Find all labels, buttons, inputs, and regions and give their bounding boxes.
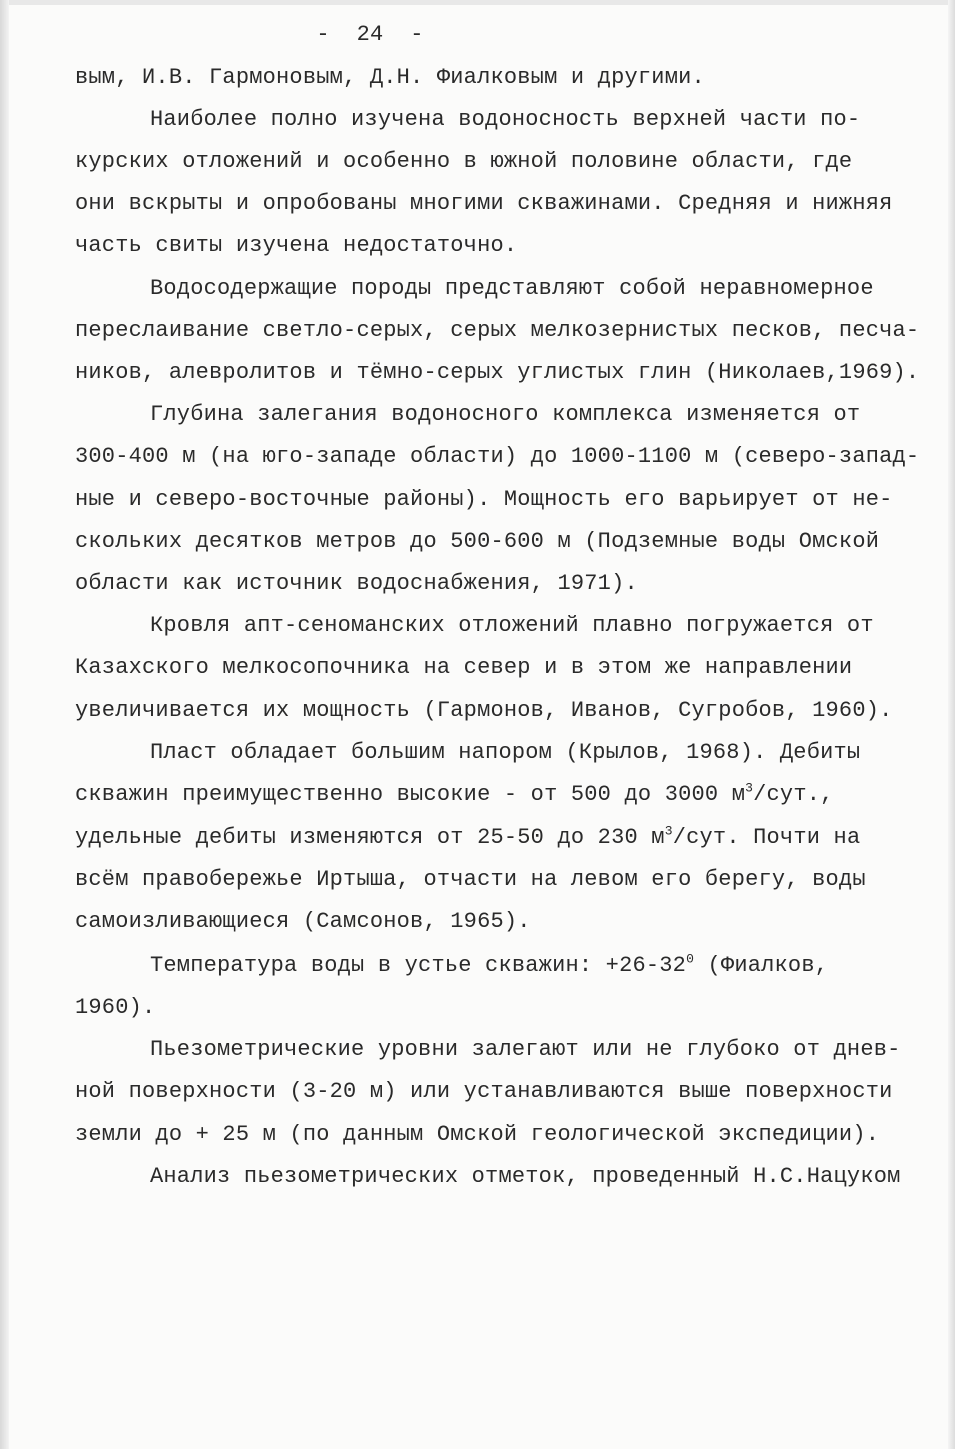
text-line: увеличивается их мощность (Гармонов, Иванов, Сугробов, 1960). [75, 698, 893, 723]
text-line: курских отложений и особенно в южной половине области, где [75, 149, 853, 174]
text-line: переслаивание светло-серых, серых мелкозернистых песков, песча- [75, 318, 920, 343]
text-fragment: /сут. Почти на [672, 825, 861, 850]
text-line: Анализ пьезометрических отметок, проведенный Н.С.Нацуком [150, 1164, 901, 1189]
text-line: всём правобережье Иртыша, отчасти на левом его берегу, воды [75, 867, 866, 892]
text-line [150, 951, 828, 981]
text-line: Глубина залегания водоносного комплекса изменяется от [150, 402, 861, 427]
text-line: области как источник водоснабжения, 1971). [75, 571, 638, 596]
text-line: Пьезометрические уровни залегают или не глубоко от днев- [150, 1037, 901, 1062]
text-line: Наиболее полно изучена водоносность верхней части по- [150, 107, 861, 132]
text-line: они вскрыты и опробованы многими скважинами. Средняя и нижняя [75, 191, 893, 216]
superscript: 0 [686, 951, 695, 967]
text-line: 300-400 м (на юго-западе области) до 1000-1100 м (северо-запад- [75, 444, 920, 469]
text-line: ной поверхности (3-20 м) или устанавливаются выше поверхности [75, 1079, 893, 1104]
text-line: часть свиты изучена недостаточно. [75, 233, 518, 258]
text-fragment: /сут., [753, 782, 834, 807]
scan-edge-left [0, 0, 9, 1449]
text-line: 1960). [75, 995, 156, 1020]
superscript: 3 [745, 780, 754, 796]
text-line: ников, алевролитов и тёмно-серых углистых глин (Николаев,1969). [75, 360, 920, 385]
text-fragment: Температура воды в устье скважин: +26-32 [150, 953, 687, 978]
text-line: скольких десятков метров до 500-600 м (Подземные воды Омской [75, 529, 880, 554]
text-line: земли до + 25 м (по данным Омской геологической экспедиции). [75, 1122, 880, 1147]
text-line: Казахского мелкосопочника на север и в этом же направлении [75, 655, 853, 680]
text-fragment: удельные дебиты изменяются от 25-50 до 230 м [75, 825, 665, 850]
superscript: 3 [664, 823, 673, 839]
scan-edge-right [948, 0, 955, 1449]
text-line: ные и северо-восточные районы). Мощность его варьирует от не- [75, 487, 893, 512]
text-line [75, 823, 860, 853]
page-number: - 24 - [316, 22, 424, 47]
text-line: Пласт обладает большим напором (Крылов, 1968). Дебиты [150, 740, 861, 765]
text-line: вым, И.В. Гармоновым, Д.Н. Фиалковым и другими. [75, 65, 705, 90]
text-line: Водосодержащие породы представляют собой неравномерное [150, 276, 874, 301]
text-fragment: скважин преимущественно высокие - от 500 до 3000 м [75, 782, 746, 807]
text-line: самоизливающиеся (Самсонов, 1965). [75, 909, 531, 934]
text-line: Кровля апт-сеноманских отложений плавно погружается от [150, 613, 874, 638]
scan-edge-top [0, 0, 955, 5]
text-fragment: (Фиалков, [694, 953, 829, 978]
text-line [75, 780, 834, 810]
